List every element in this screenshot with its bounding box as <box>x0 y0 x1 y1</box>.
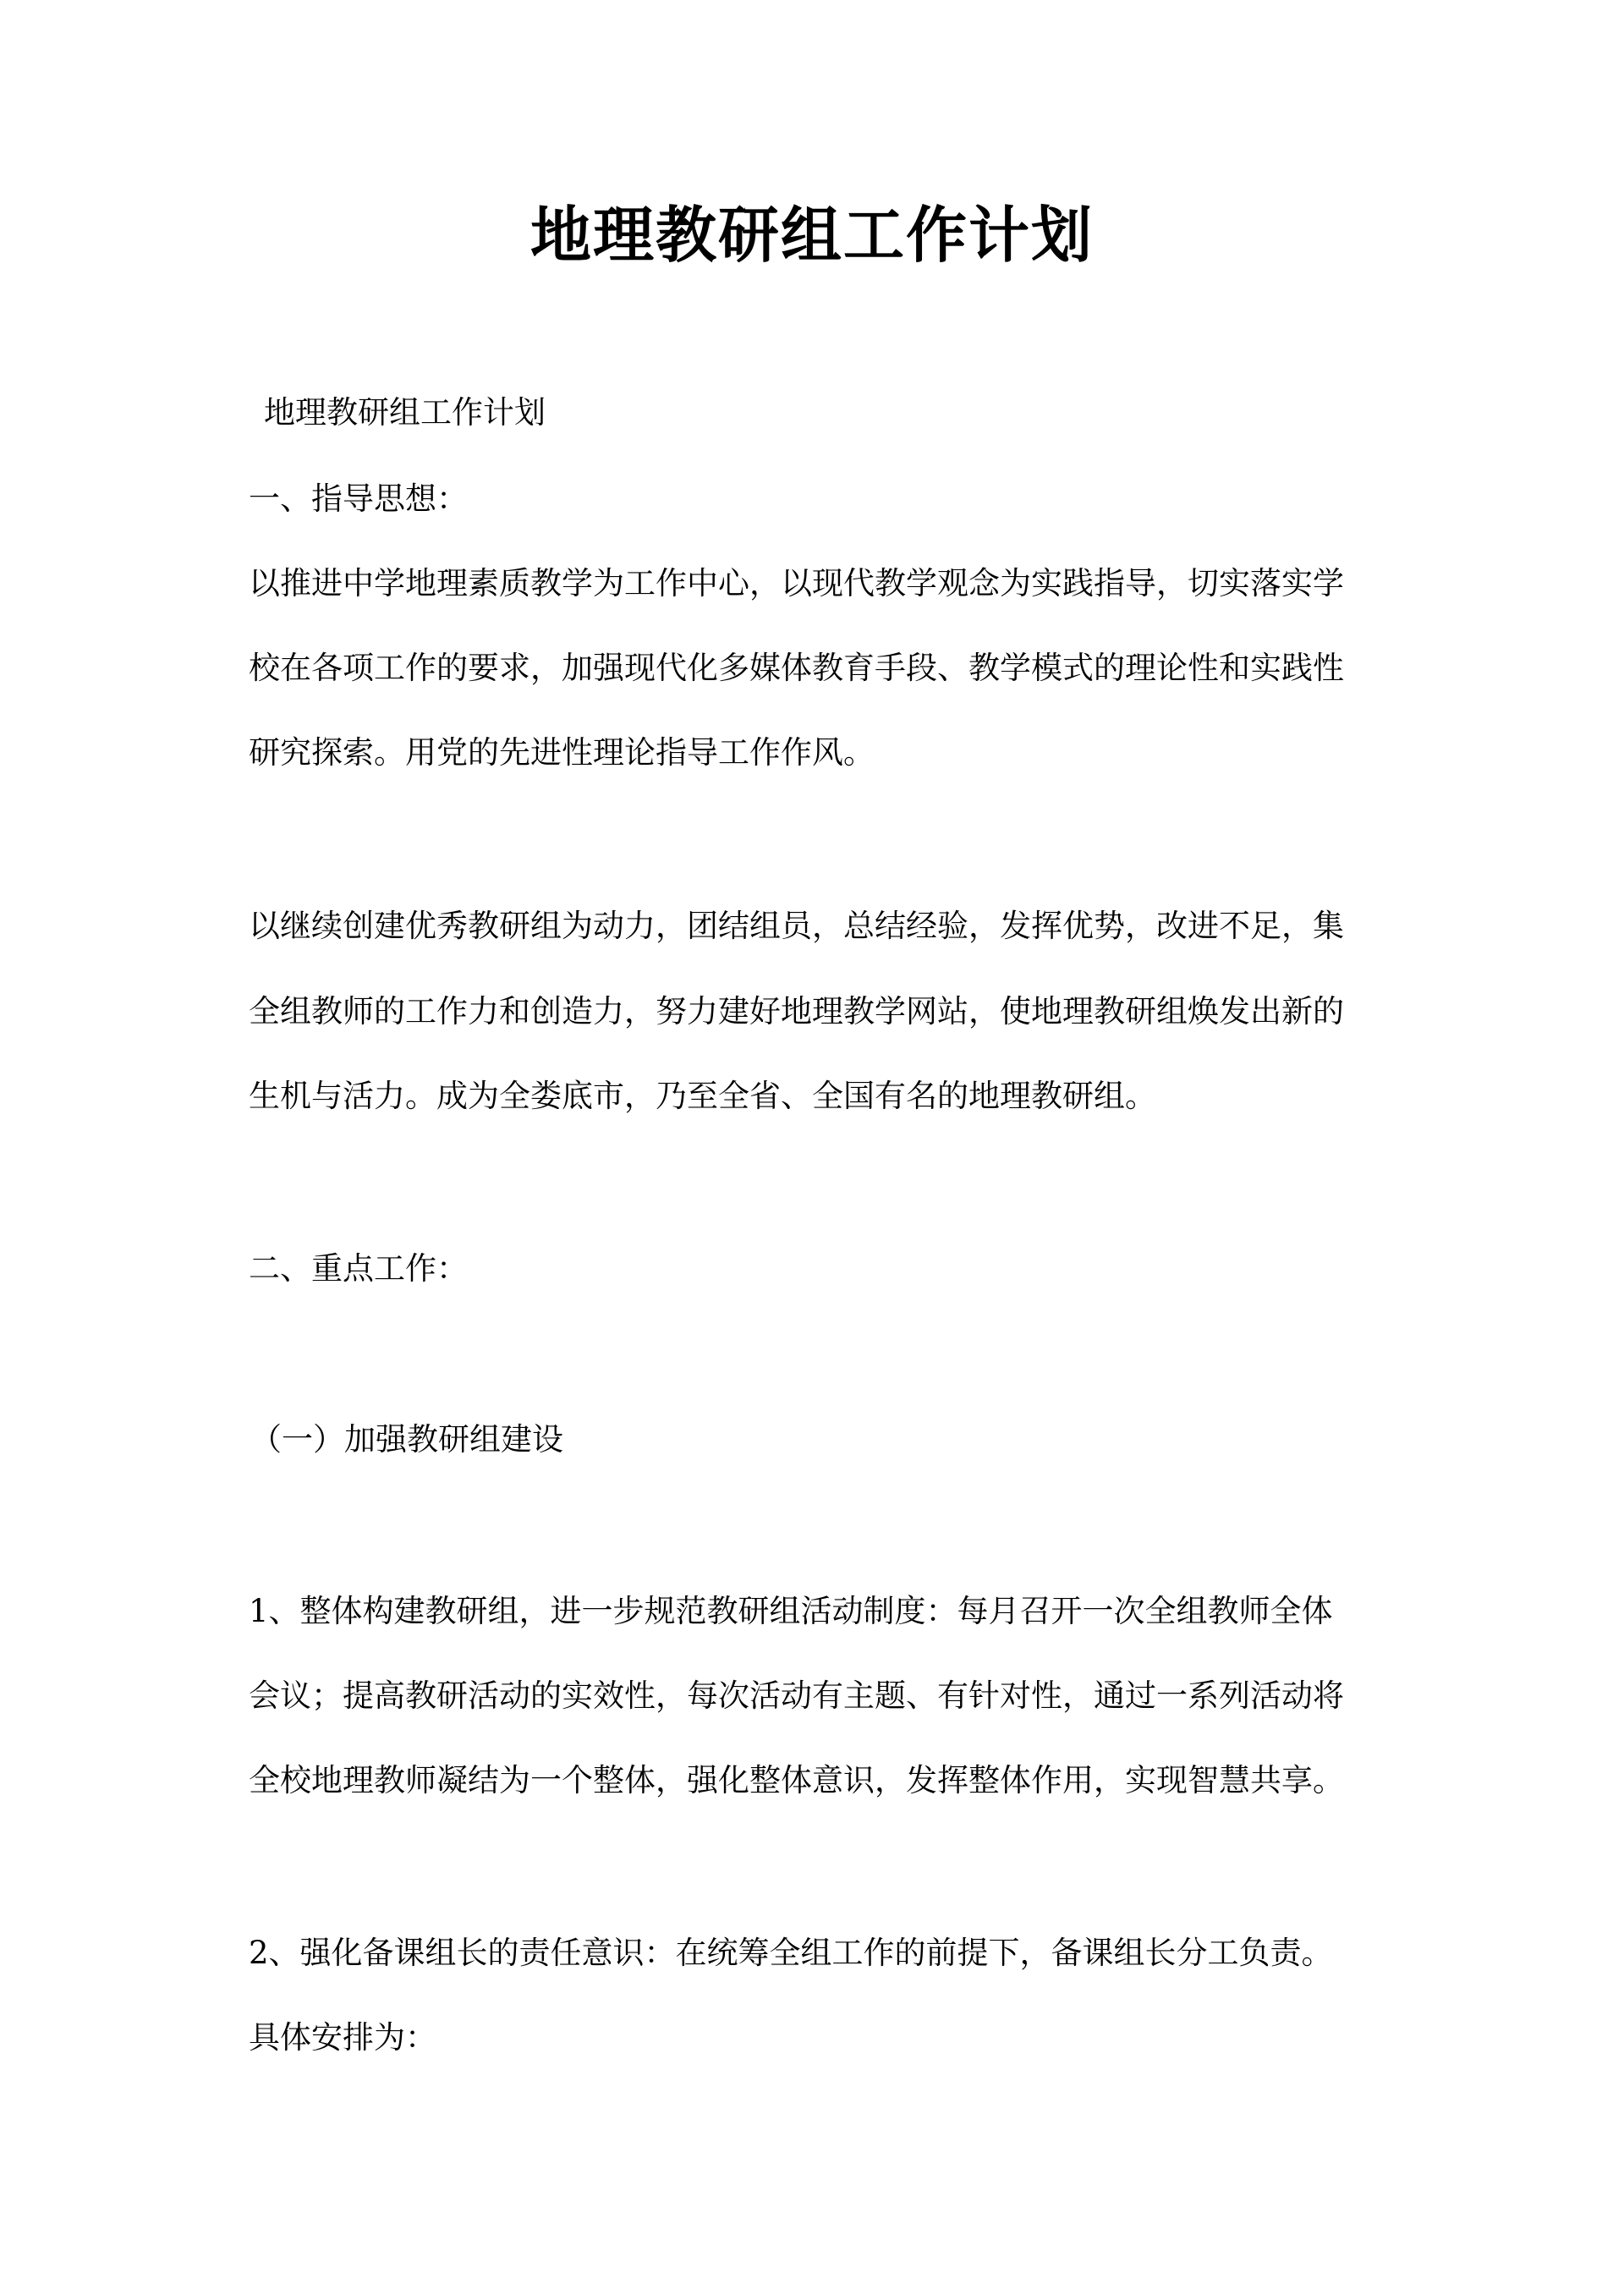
section-heading-guiding-ideology: 一、指导思想： <box>249 480 468 517</box>
paragraph-line: 研究探索。用党的先进性理论指导工作作风。 <box>249 734 875 771</box>
paragraph-line: 以推进中学地理素质教学为工作中心，以现代教学观念为实践指导，切实落实学 <box>249 565 1344 601</box>
list-item-line: 1、整体构建教研组，进一步规范教研组活动制度：每月召开一次全组教师全体 <box>249 1593 1333 1629</box>
list-item-line: 全校地理教师凝结为一个整体，强化整体意识，发挥整体作用，实现智慧共享。 <box>249 1762 1344 1798</box>
paragraph-line: 以继续创建优秀教研组为动力，团结组员，总结经验，发挥优势，改进不足，集 <box>249 908 1344 944</box>
document-subtitle: 地理教研组工作计划 <box>264 394 546 431</box>
list-item-line: 会议；提高教研活动的实效性，每次活动有主题、有针对性，通过一系列活动将 <box>249 1677 1344 1714</box>
paragraph-line: 生机与活力。成为全娄底市，乃至全省、全国有名的地理教研组。 <box>249 1078 1156 1114</box>
list-item-line: 2、强化备课组长的责任意识：在统筹全组工作的前提下，备课组长分工负责。 <box>249 1935 1333 1971</box>
paragraph-line: 校在各项工作的要求，加强现代化多媒体教育手段、教学模式的理论性和实践性 <box>249 650 1344 686</box>
document-title: 地理教研组工作计划 <box>529 199 1094 271</box>
section-heading-key-work: 二、重点工作： <box>249 1250 468 1287</box>
paragraph-line: 全组教师的工作力和创造力，努力建好地理教学网站，使地理教研组焕发出新的 <box>249 993 1344 1029</box>
list-item-line: 具体安排为： <box>249 2019 436 2056</box>
subsection-heading: （一）加强教研组建设 <box>250 1421 563 1458</box>
